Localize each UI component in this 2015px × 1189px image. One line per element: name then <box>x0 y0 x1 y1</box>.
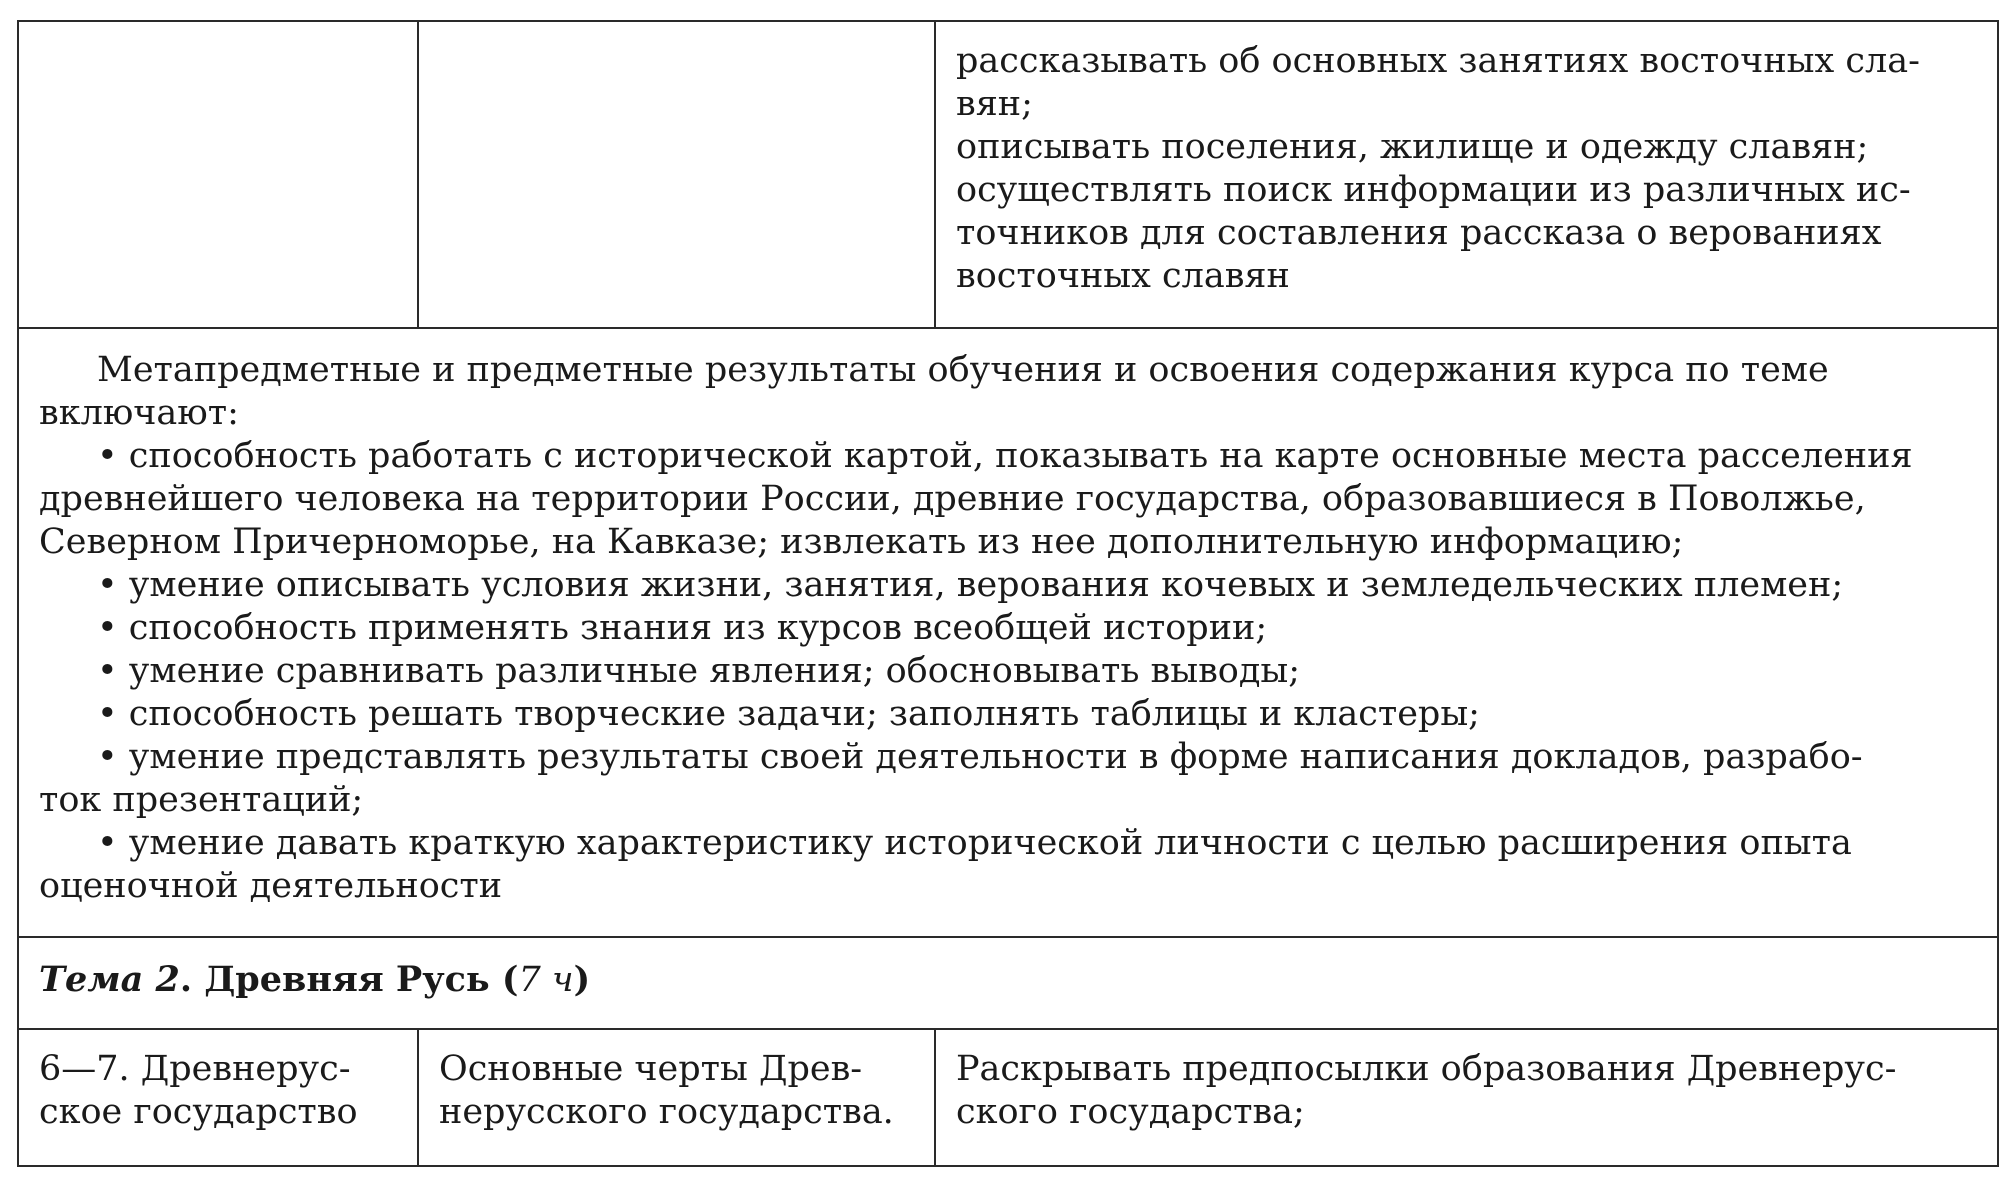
bullet-line: • способность применять знания из курсов всеобщей истории; <box>97 608 1268 648</box>
intro-line: Метапредметные и предметные результаты обучения и освоения содержания курса по теме <box>97 350 1829 390</box>
cell-content <box>418 1029 935 1166</box>
text-line: описывать поселения, жилище и одежду славян; <box>956 127 1869 167</box>
cell-lesson <box>18 1029 418 1166</box>
topic-title: Древняя Русь <box>204 959 490 1000</box>
topic-heading-cell <box>18 937 1998 1029</box>
topic-paren-close: ) <box>573 959 591 1000</box>
table-row <box>18 937 1998 1029</box>
cell-lesson-empty <box>18 21 418 328</box>
bullet-line: • умение давать краткую характеристику исторической личности с целью расширения опыта <box>97 823 1852 863</box>
text-line: ское государство <box>39 1092 358 1132</box>
text-line: 6—7. Древнерус- <box>39 1049 351 1089</box>
bullet-line: • умение представлять результаты своей деятельности в форме написания докладов, разрабо- <box>97 737 1863 777</box>
table-row <box>18 1029 1998 1166</box>
bullet-line: • умение сравнивать различные явления; обосновывать выводы; <box>97 651 1301 691</box>
bullet-line: древнейшего человека на территории России, древние государства, образовавшиеся в Поволжье, <box>39 479 1866 519</box>
bullet-line: оценочной деятельности <box>39 866 503 906</box>
bullet-line: Северном Причерноморье, на Кавказе; извлекать из нее дополнительную информацию; <box>39 522 1684 562</box>
text-line: Раскрывать предпосылки образования Древнерус- <box>956 1049 1897 1089</box>
intro-line: включают: <box>39 393 239 433</box>
curriculum-table <box>17 20 1999 1167</box>
topic-heading <box>39 958 1977 1002</box>
table-row <box>18 21 1998 328</box>
text-line: вян; <box>956 84 1033 124</box>
topic-separator: . <box>179 959 205 1000</box>
bullet-line: • способность решать творческие задачи; заполнять таблицы и кластеры; <box>97 694 1480 734</box>
cell-content-empty <box>418 21 935 328</box>
text-line: Основные черты Древ- <box>439 1049 863 1089</box>
text-line: восточных славян <box>956 256 1290 296</box>
bullet-line: ток презентаций; <box>39 780 364 820</box>
text-line: нерусского государства. <box>439 1092 894 1132</box>
bullet-line: • умение описывать условия жизни, занятия, верования кочевых и земледельческих племен; <box>97 565 1844 605</box>
topic-paren-open: ( <box>489 959 519 1000</box>
bullet-line: • способность работать с исторической картой, показывать на карте основные места расселения <box>97 436 1913 476</box>
results-summary-cell <box>18 328 1998 937</box>
text-line: точников для составления рассказа о верованиях <box>956 213 1882 253</box>
topic-hours: 7 ч <box>518 960 574 1000</box>
text-line: осуществлять поиск информации из различных ис- <box>956 170 1911 210</box>
table-row <box>18 328 1998 937</box>
cell-activities <box>935 21 1998 328</box>
topic-label: Тема 2 <box>39 959 180 1000</box>
text-line: ского государства; <box>956 1092 1305 1132</box>
text-line: рассказывать об основных занятиях восточных сла- <box>956 41 1920 81</box>
cell-activities <box>935 1029 1998 1166</box>
